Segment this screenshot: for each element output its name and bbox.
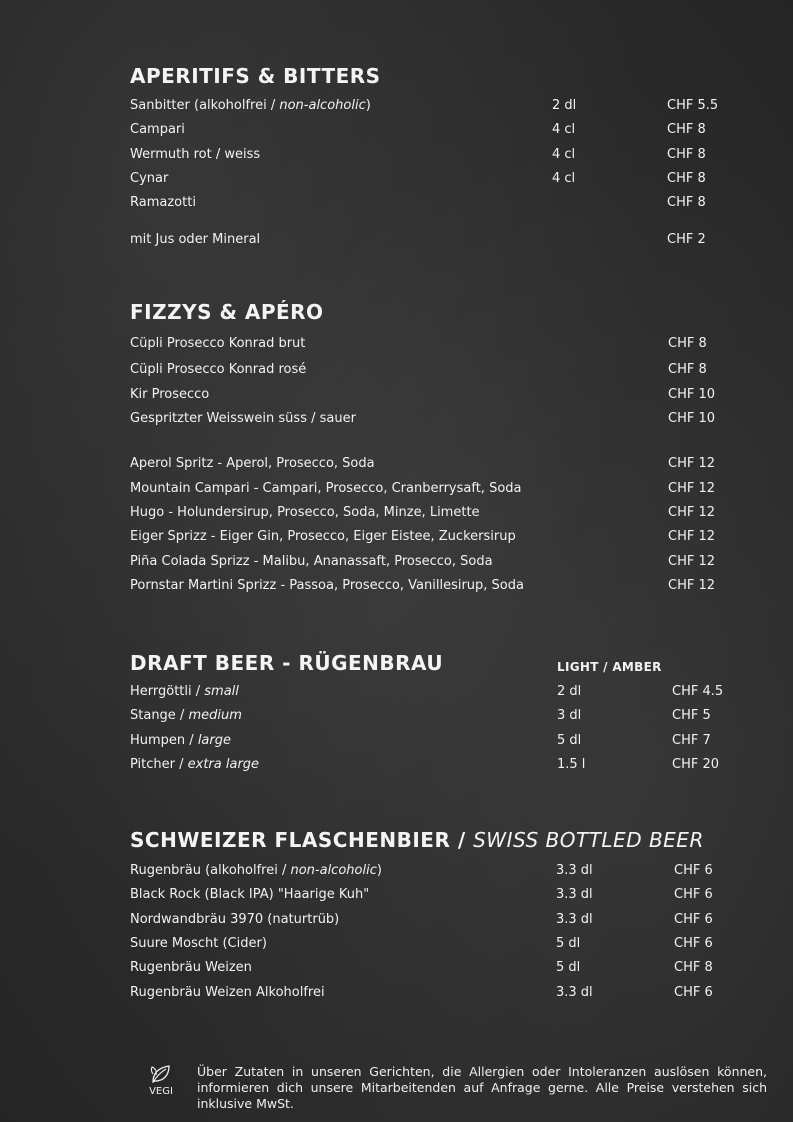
allergen-notice: Über Zutaten in unseren Gerichten, die Allergien oder Intoleranzen auslösen können, informieren dich unsere Mitarbeitenden auf Anfrage gerne. Alle Preise verstehen sich inklusive MwSt. (197, 1064, 767, 1111)
item-name: Black Rock (Black IPA) "Haarige Kuh" (130, 887, 370, 902)
menu-item (130, 231, 720, 249)
draft-beer-subhead: LIGHT / AMBER (557, 660, 662, 674)
leaf-icon (149, 1064, 173, 1084)
menu-item (130, 959, 720, 977)
item-name: Wermuth rot / weiss (130, 147, 261, 162)
item-size: 3.3 dl (556, 912, 593, 927)
item-price: CHF 12 (668, 529, 716, 544)
item-price: CHF 5.5 (667, 98, 719, 113)
item-price: CHF 6 (674, 912, 713, 927)
menu-item (130, 146, 720, 164)
menu-item (130, 335, 720, 353)
menu-item (130, 504, 720, 522)
menu-item (130, 756, 720, 774)
item-price: CHF 8 (668, 336, 707, 351)
item-price: CHF 12 (668, 505, 716, 520)
item-size: 3.3 dl (556, 863, 593, 878)
item-size: 1.5 l (557, 757, 586, 772)
item-name: Rugenbräu Weizen Alkoholfrei (130, 985, 325, 1000)
item-name: Rugenbräu Weizen (130, 960, 252, 975)
section-title-aperitifs: APERITIFS & BITTERS (130, 64, 381, 88)
item-price: CHF 2 (667, 232, 706, 247)
vegi-badge (148, 1064, 174, 1097)
menu-item (130, 683, 724, 701)
item-price: CHF 7 (672, 733, 711, 748)
menu-item (130, 386, 720, 404)
item-size: 5 dl (556, 960, 581, 975)
item-name: mit Jus oder Mineral (130, 232, 261, 247)
item-price: CHF 10 (668, 387, 716, 402)
item-name: Cüpli Prosecco Konrad rosé (130, 362, 307, 377)
item-name: Sanbitter (alkoholfrei / non-alcoholic) (130, 98, 371, 113)
item-name: Humpen / large (130, 733, 231, 748)
item-name: Pitcher / extra large (130, 757, 260, 772)
menu-item (130, 984, 720, 1002)
item-price: CHF 12 (668, 554, 716, 569)
item-name: Aperol Spritz - Aperol, Prosecco, Soda (130, 456, 375, 471)
item-name: Pornstar Martini Sprizz - Passoa, Prosecco, Vanillesirup, Soda (130, 578, 524, 593)
item-price: CHF 12 (668, 578, 716, 593)
menu-item (130, 911, 720, 929)
item-name: Nordwandbräu 3970 (naturtrüb) (130, 912, 340, 927)
menu-item (130, 121, 720, 139)
item-price: CHF 6 (674, 936, 713, 951)
item-size: 3.3 dl (556, 985, 593, 1000)
item-price: CHF 8 (668, 362, 707, 377)
item-size: 2 dl (552, 98, 577, 113)
item-size: 5 dl (557, 733, 582, 748)
item-name: Gespritzter Weisswein süss / sauer (130, 411, 356, 426)
item-price: CHF 6 (674, 863, 713, 878)
item-size: 2 dl (557, 684, 582, 699)
menu-item (130, 862, 720, 880)
item-price: CHF 10 (668, 411, 716, 426)
item-price: CHF 4.5 (672, 684, 724, 699)
item-name: Suure Moscht (Cider) (130, 936, 267, 951)
item-price: CHF 6 (674, 887, 713, 902)
item-price: CHF 6 (674, 985, 713, 1000)
menu-item (130, 361, 720, 379)
item-name: Herrgöttli / small (130, 684, 239, 699)
item-size: 3.3 dl (556, 887, 593, 902)
item-name: Hugo - Holundersirup, Prosecco, Soda, Minze, Limette (130, 505, 480, 520)
item-price: CHF 12 (668, 456, 716, 471)
item-price: CHF 8 (667, 171, 706, 186)
menu-item (130, 455, 720, 473)
item-price: CHF 8 (674, 960, 713, 975)
item-name: Piña Colada Sprizz - Malibu, Ananassaft, Prosecco, Soda (130, 554, 493, 569)
item-size: 3 dl (557, 708, 582, 723)
menu-item (130, 553, 720, 571)
section-title-draft-beer: DRAFT BEER - RÜGENBRAU (130, 651, 444, 675)
item-name: Ramazotti (130, 195, 196, 210)
item-size: 4 cl (552, 171, 576, 186)
item-size: 5 dl (556, 936, 581, 951)
menu-item (130, 194, 720, 212)
vegi-label: VEGI (149, 1086, 173, 1097)
item-size: 4 cl (552, 147, 576, 162)
section-title-bottled-beer: SCHWEIZER FLASCHENBIER / SWISS BOTTLED BEER (130, 828, 704, 852)
menu-item (130, 935, 720, 953)
item-name: Kir Prosecco (130, 387, 210, 402)
item-price: CHF 20 (672, 757, 720, 772)
menu-item (130, 886, 720, 904)
item-size: 4 cl (552, 122, 576, 137)
item-name: Stange / medium (130, 708, 242, 723)
menu-item (130, 707, 720, 725)
menu-item (130, 528, 720, 546)
item-name: Cüpli Prosecco Konrad brut (130, 336, 306, 351)
item-price: CHF 5 (672, 708, 711, 723)
item-price: CHF 8 (667, 147, 706, 162)
section-title-fizzys: FIZZYS & APÉRO (130, 300, 324, 324)
item-name: Mountain Campari - Campari, Prosecco, Cranberrysaft, Soda (130, 481, 522, 496)
menu-item (130, 410, 720, 428)
menu-item (130, 577, 720, 595)
menu-item (130, 170, 720, 188)
menu-item (130, 480, 720, 498)
menu-item (130, 732, 720, 750)
item-price: CHF 8 (667, 195, 706, 210)
item-name: Campari (130, 122, 185, 137)
item-name: Cynar (130, 171, 169, 186)
item-name: Eiger Sprizz - Eiger Gin, Prosecco, Eiger Eistee, Zuckersirup (130, 529, 516, 544)
item-name: Rugenbräu (alkoholfrei / non-alcoholic) (130, 863, 382, 878)
menu-item (130, 97, 720, 115)
item-price: CHF 12 (668, 481, 716, 496)
item-price: CHF 8 (667, 122, 706, 137)
